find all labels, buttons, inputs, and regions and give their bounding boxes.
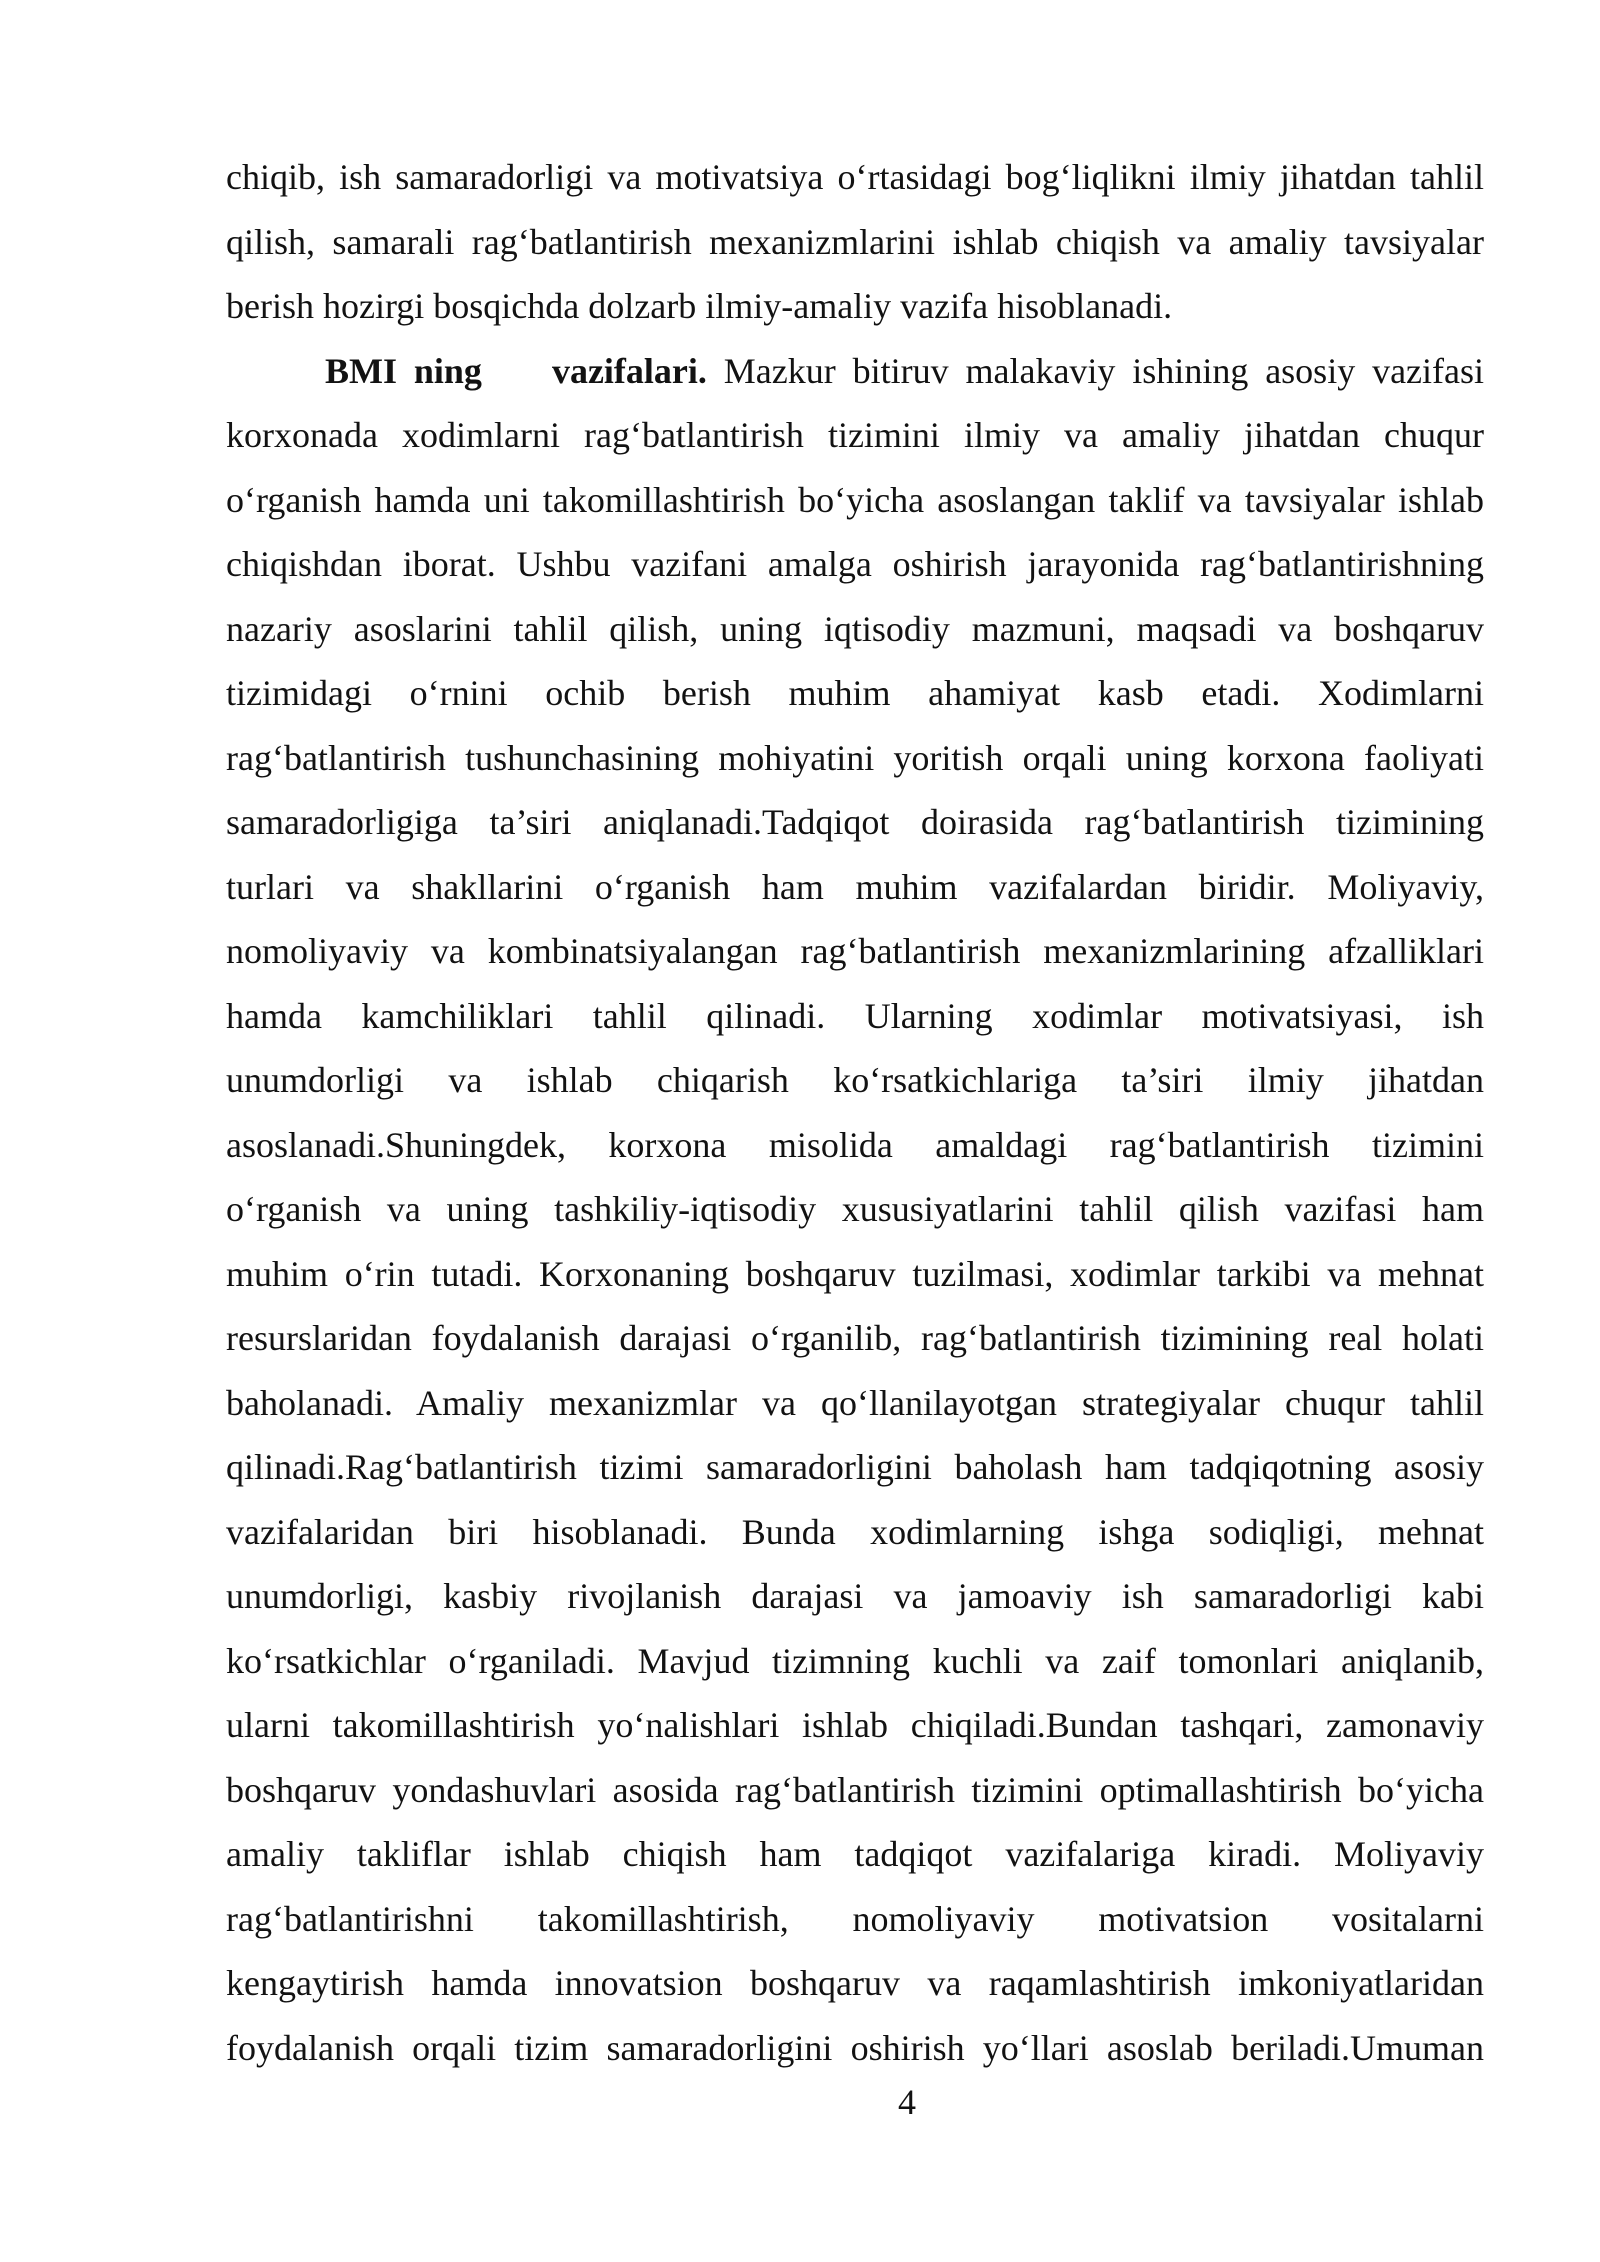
text-line — [226, 1500, 1484, 1565]
text-segment: ularni takomillashtirish yo‘nalishlari ishlab chiqiladi.Bundan tashqari, zamonaviy — [226, 1705, 1484, 1745]
text-line — [226, 1951, 1484, 2016]
text-line — [226, 145, 1484, 210]
text-line — [226, 1048, 1484, 1113]
text-line — [226, 790, 1484, 855]
text-segment: tizimidagi o‘rnini ochib berish muhim ahamiyat kasb etadi. Xodimlarni — [226, 673, 1484, 713]
text-line — [226, 1822, 1484, 1887]
bold-text-segment: vazifalari. — [551, 350, 707, 391]
text-segment: muhim o‘rin tutadi. Korxonaning boshqaruv tuzilmasi, xodimlar tarkibi va mehnat — [226, 1253, 1484, 1294]
text-segment: samaradorligiga ta’siri aniqlanadi.Tadqiqot doirasida rag‘batlantirish tizimining — [226, 802, 1484, 842]
text-line — [226, 984, 1484, 1049]
text-segment: nomoliyaviy va kombinatsiyalangan rag‘batlantirish mexanizmlarining afzalliklari — [226, 931, 1484, 971]
text-segment: qilish, samarali rag‘batlantirish mexanizmlarini ishlab chiqish va amaliy tavsiyalar — [226, 221, 1484, 262]
text-segment: berish hozirgi bosqichda dolzarb ilmiy-amaliy vazifa hisoblanadi. — [226, 286, 1173, 326]
document-text — [226, 145, 1484, 2080]
text-segment: unumdorligi va ishlab chiqarish ko‘rsatkichlariga ta’siri ilmiy jihatdan — [226, 1060, 1484, 1100]
text-segment: asoslanadi.Shuningdek, korxona misolida amaldagi rag‘batlantirish tizimini — [226, 1124, 1484, 1165]
text-segment: hamda kamchiliklari tahlil qilinadi. Ularning xodimlar motivatsiyasi, ish — [226, 995, 1484, 1036]
text-line — [226, 919, 1484, 984]
text-line — [226, 1113, 1484, 1178]
page-number: 4 — [898, 2082, 916, 2122]
text-line — [226, 403, 1484, 468]
text-line — [226, 1177, 1484, 1242]
text-line — [226, 210, 1484, 275]
text-line — [226, 1435, 1484, 1500]
text-segment: chiqishdan iborat. Ushbu vazifani amalga oshirish jarayonida rag‘batlantirishning — [226, 544, 1484, 584]
text-segment: rag‘batlantirishni takomillashtirish, nomoliyaviy motivatsion vositalarni — [226, 1898, 1484, 1939]
text-segment: chiqib, ish samaradorligi va motivatsiya o‘rtasidagi bog‘liqlikni ilmiy jihatdan tahlil — [226, 157, 1484, 197]
text-segment: o‘rganish va uning tashkiliy-iqtisodiy xususiyatlarini tahlil qilish vazifasi ham — [226, 1189, 1484, 1229]
text-line — [226, 468, 1484, 533]
text-segment: ko‘rsatkichlar o‘rganiladi. Mavjud tizimning kuchli va zaif tomonlari aniqlanib, — [226, 1640, 1484, 1681]
text-line — [226, 726, 1484, 791]
bold-text-segment: BMI ning — [325, 350, 482, 391]
text-segment: resurslaridan foydalanish darajasi o‘rganilib, rag‘batlantirish tizimining real holati — [226, 1318, 1484, 1358]
text-segment: boshqaruv yondashuvlari asosida rag‘batlantirish tizimini optimallashtirish bo‘yicha — [226, 1769, 1484, 1810]
text-line — [226, 274, 1484, 339]
text-line — [226, 2016, 1484, 2081]
text-line — [226, 339, 1484, 404]
text-line — [226, 1306, 1484, 1371]
text-line — [226, 661, 1484, 726]
text-line — [226, 1629, 1484, 1694]
text-line — [226, 532, 1484, 597]
text-segment: foydalanish orqali tizim samaradorligini oshirish yo‘llari asoslab beriladi.Umuman — [226, 2027, 1484, 2068]
text-line — [226, 1564, 1484, 1629]
text-line — [226, 1242, 1484, 1307]
text-segment: turlari va shakllarini o‘rganish ham muhim vazifalardan biridir. Moliyaviy, — [226, 866, 1484, 907]
text-segment: amaliy takliflar ishlab chiqish ham tadqiqot vazifalariga kiradi. Moliyaviy — [226, 1834, 1484, 1874]
text-line — [226, 1693, 1484, 1758]
text-segment: o‘rganish hamda uni takomillashtirish bo‘yicha asoslangan taklif va tavsiyalar ishlab — [226, 479, 1484, 520]
text-segment: unumdorligi, kasbiy rivojlanish darajasi va jamoaviy ish samaradorligi kabi — [226, 1576, 1484, 1616]
text-segment: qilinadi.Rag‘batlantirish tizimi samaradorligini baholash ham tadqiqotning asosiy — [226, 1447, 1484, 1487]
text-segment: korxonada xodimlarni rag‘batlantirish tizimini ilmiy va amaliy jihatdan chuqur — [226, 415, 1484, 455]
text-line — [226, 855, 1484, 920]
text-segment: Mazkur bitiruv malakaviy ishining asosiy vazifasi — [706, 350, 1485, 391]
text-line — [226, 597, 1484, 662]
text-line — [226, 1758, 1484, 1823]
text-segment: baholanadi. Amaliy mexanizmlar va qo‘llanilayotgan strategiyalar chuqur tahlil — [226, 1382, 1484, 1423]
text-segment: vazifalaridan biri hisoblanadi. Bunda xodimlarning ishga sodiqligi, mehnat — [226, 1511, 1484, 1552]
text-line — [226, 1887, 1484, 1952]
text-line — [226, 1371, 1484, 1436]
text-segment: nazariy asoslarini tahlil qilish, uning iqtisodiy mazmuni, maqsadi va boshqaruv — [226, 608, 1484, 649]
text-segment: rag‘batlantirish tushunchasining mohiyatini yoritish orqali uning korxona faoliyati — [226, 737, 1484, 778]
text-segment: kengaytirish hamda innovatsion boshqaruv va raqamlashtirish imkoniyatlaridan — [226, 1963, 1484, 2003]
